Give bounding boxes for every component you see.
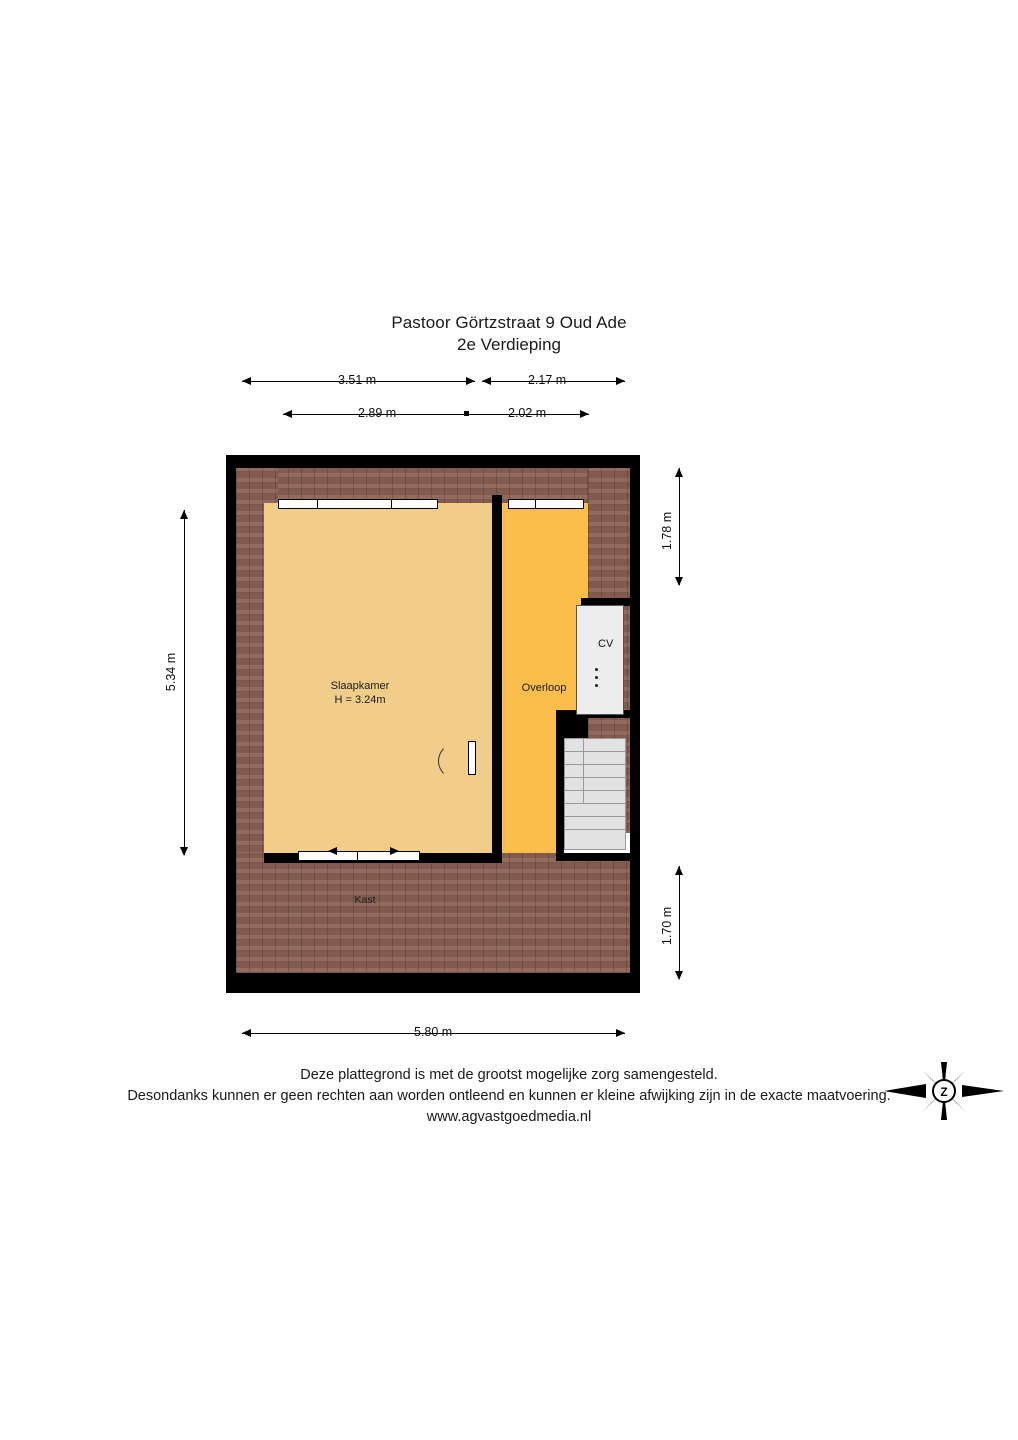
- label-overloop: [484, 681, 604, 695]
- staircase: [564, 738, 626, 850]
- label-overloop-name: Overloop: [521, 682, 567, 694]
- interior-wall-stair-bottom: [556, 853, 630, 861]
- title-floor: 2e Verdieping: [457, 335, 561, 354]
- label-kast: [310, 893, 420, 907]
- page-title: [0, 312, 1018, 356]
- compass-label: Z: [940, 1085, 948, 1099]
- dim-label-2-02: 2.02 m: [508, 406, 547, 420]
- window-landing: [508, 499, 584, 509]
- door-bedroom-swing: [438, 743, 474, 779]
- label-slaapkamer: [290, 679, 430, 707]
- dim-arrow: [482, 377, 491, 385]
- dim-arrow: [466, 377, 475, 385]
- room-slaapkamer: [264, 503, 492, 853]
- window-kast: [298, 851, 420, 861]
- dim-label-5-80: 5.80 m: [414, 1025, 453, 1039]
- disclaimer-line-2: Desondanks kunnen er geen rechten aan worden ontleend en kunnen er kleine afwijking zijn in de exacte maatvoering.: [127, 1088, 891, 1104]
- dim-label-1-70: 1.70 m: [660, 906, 675, 946]
- website-url: www.agvastgoedmedia.nl: [426, 1109, 592, 1125]
- dim-line: [679, 866, 680, 979]
- dim-arrow: [283, 410, 292, 418]
- dim-arrow: [180, 847, 188, 856]
- window-bedroom: [278, 499, 438, 509]
- dim-line: [184, 510, 185, 855]
- room-overloop-upper: [502, 503, 588, 603]
- dim-arrow: [616, 377, 625, 385]
- roof-slope-bottom: [236, 853, 630, 973]
- dim-arrow: [242, 1029, 251, 1037]
- dim-arrow: [675, 577, 683, 586]
- dim-arrow: [242, 377, 251, 385]
- dim-label-1-78: 1.78 m: [660, 511, 675, 551]
- cv-closet: [576, 605, 624, 715]
- disclaimer: [0, 1065, 1018, 1128]
- dim-arrow: [675, 468, 683, 477]
- label-slaapkamer-name: Slaapkamer: [330, 680, 390, 692]
- dim-line: [679, 468, 680, 585]
- interior-wall-stair-left: [556, 710, 564, 860]
- floorplan-drawing: [226, 455, 640, 993]
- dim-label-2-89: 2.89 m: [358, 406, 397, 420]
- dim-arrow: [616, 1029, 625, 1037]
- compass-rose: [884, 1060, 1004, 1122]
- label-slaapkamer-height: H = 3.24m: [334, 694, 386, 706]
- dim-arrow: [180, 510, 188, 519]
- dim-label-3-51: 3.51 m: [338, 373, 377, 387]
- dim-arrow: [675, 971, 683, 980]
- dim-label-5-34: 5.34 m: [164, 652, 179, 692]
- kast-arrow-left: [328, 847, 337, 855]
- dim-arrow: [580, 410, 589, 418]
- room-overloop-lower: [502, 603, 562, 853]
- dim-arrow: [675, 866, 683, 875]
- kast-arrow-right: [390, 847, 399, 855]
- disclaimer-line-1: Deze plattegrond is met de grootst mogelijke zorg samengesteld.: [300, 1067, 718, 1083]
- label-cv: CV: [598, 638, 614, 650]
- title-address: Pastoor Görtzstraat 9 Oud Ade: [391, 313, 627, 332]
- interior-wall-vertical: [492, 495, 502, 775]
- label-kast-name: Kast: [354, 894, 376, 906]
- dim-label-2-17: 2.17 m: [528, 373, 567, 387]
